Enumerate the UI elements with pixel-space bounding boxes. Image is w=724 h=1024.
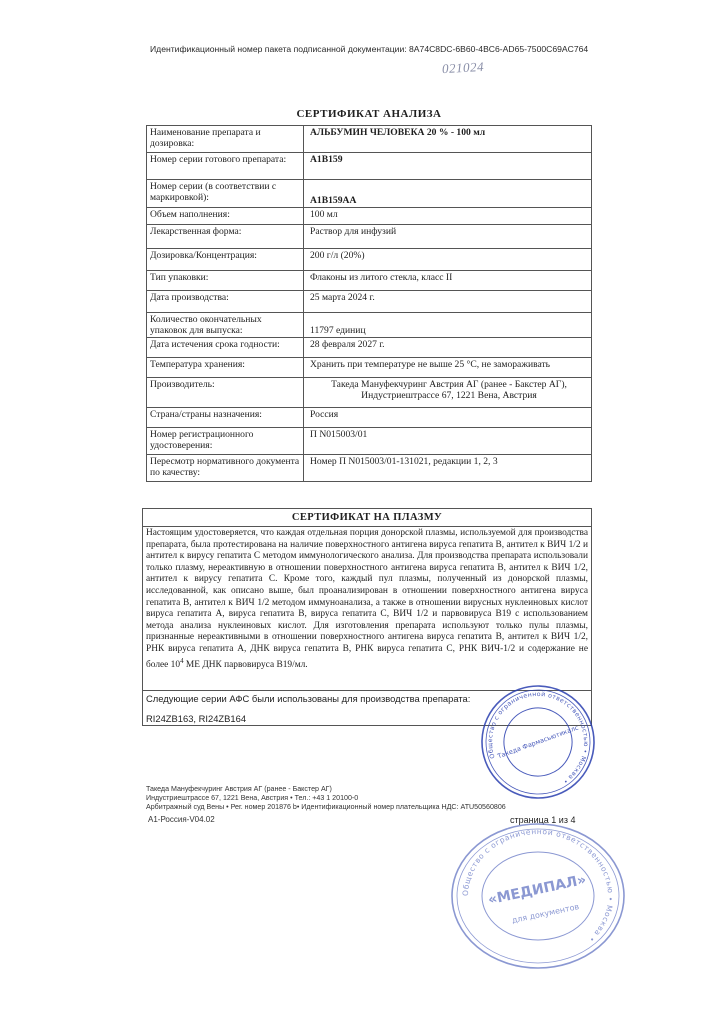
table-row — [147, 378, 592, 408]
table-row — [147, 408, 592, 428]
row-value: A1B159AA — [304, 180, 592, 208]
row-value: Такеда Мануфекчуринг Австрия АГ (ранее - Бакстер АГ), Индустриештрассе 67, 1221 Вена, Австрия — [304, 378, 592, 408]
row-value: Раствор для инфузий — [304, 225, 592, 249]
table-row — [147, 180, 592, 208]
row-label: Номер серии (в соответствии с маркировкой): — [147, 180, 304, 208]
row-label: Номер регистрационного удостоверения: — [147, 428, 304, 455]
row-label: Температура хранения: — [147, 358, 304, 378]
row-label: Количество окончательных упаковок для выпуска: — [147, 313, 304, 338]
table-row — [147, 225, 592, 249]
footer-line: Индустриештрассе 67, 1221 Вена, Австрия • Тел.: +43 1 20100-0 — [146, 794, 359, 802]
table-row — [147, 358, 592, 378]
api-series-label: Следующие серии АФС были использованы для производства препарата: — [146, 693, 471, 704]
divider — [142, 526, 592, 527]
table-row — [147, 428, 592, 455]
table-row — [147, 313, 592, 338]
plasma-text-main: Настоящим удостоверяется, что каждая отдельная порция донорской плазмы, используемой для производства препарата, была протестирована на наличие поверхностного антигена вируса гепатита В, антител к ВИЧ 1/2 и антител к вирусу гепатита С методом иммунологического анализа. Для производства препарата использовали только плазму, нереактивную в отношении поверхностного антигена вируса гепатита В, антител к ВИЧ 1/2, антител к вирусу гепатита С. Кроме того, каждый пул плазмы, полученный из донорской плазмы, исследованной, как описано выше, был проанализирован в отношении поверхностного антигена вируса гепатита В, антител к ВИЧ 1/2 методом иммуноанализа, а также в отношении вирусных нуклеиновых кислот вируса гепатита А, вируса гепатита В, вируса гепатита С, ВИЧ 1/2 и парвовируса В19 с использованием метода анализа нуклеиновых кислот. Для изготовления препарата используют только пулы плазмы, признанные нереактивными в отношении поверхностного антигена вируса гепатита В, антител к ВИЧ 1/2, РНК вируса гепатита А, ДНК вируса гепатита В, РНК вируса гепатита С, РНК ВИЧ-1/2 и содержание не более 10 — [146, 528, 588, 670]
row-value: A1B159 — [304, 153, 592, 180]
table-row — [147, 271, 592, 291]
row-value: П N015003/01 — [304, 428, 592, 455]
page-number: страница 1 из 4 — [510, 815, 576, 825]
row-label: Наименование препарата и дозировка: — [147, 126, 304, 153]
row-value: Номер П N015003/01-131021, редакции 1, 2, 3 — [304, 455, 592, 482]
table-row — [147, 153, 592, 180]
api-series-values: RI24ZB163, RI24ZB164 — [146, 713, 247, 724]
row-label: Объем наполнения: — [147, 208, 304, 225]
row-value: 28 февраля 2027 г. — [304, 338, 592, 358]
plasma-certificate-text — [146, 528, 588, 671]
medipal-stamp-ring-text: Общество с ограниченной ответственностью • Москва • — [460, 826, 616, 945]
row-value: Флаконы из литого стекла, класс II — [304, 271, 592, 291]
row-label: Лекарственная форма: — [147, 225, 304, 249]
medipal-stamp-name: «МЕДИПАЛ» — [486, 871, 588, 909]
form-code: A1-Россия-V04.02 — [148, 815, 215, 824]
table-row — [147, 249, 592, 271]
row-value: 25 марта 2024 г. — [304, 291, 592, 313]
certificate-title: СЕРТИФИКАТ АНАЛИЗА — [296, 108, 442, 120]
footer-line: Арбитражный суд Вены • Рег. номер 201876 b• Идентификационный номер плательщика НДС: ATU50560806 — [146, 803, 506, 811]
table-row — [147, 208, 592, 225]
certificate-table — [146, 125, 592, 482]
medipal-stamp — [448, 822, 628, 970]
row-value: 11797 единиц — [304, 313, 592, 338]
table-row — [147, 126, 592, 153]
row-label: Дозировка/Концентрация: — [147, 249, 304, 271]
table-row — [147, 291, 592, 313]
row-label: Пересмотр нормативного документа по качеству: — [147, 455, 304, 482]
company-stamp-ring-text: Общество с ограниченной ответственностью • Москва • — [486, 690, 590, 786]
company-stamp-name: Такеда Фармасьютикалс — [496, 723, 580, 761]
row-label: Производитель: — [147, 378, 304, 408]
plasma-certificate-title: СЕРТИФИКАТ НА ПЛАЗМУ — [291, 512, 443, 523]
row-label: Дата истечения срока годности: — [147, 338, 304, 358]
row-value: АЛЬБУМИН ЧЕЛОВЕКА 20 % - 100 мл — [304, 126, 592, 153]
row-label: Страна/страны назначения: — [147, 408, 304, 428]
row-value: Хранить при температуре не выше 25 °С, не замораживать — [304, 358, 592, 378]
row-label: Номер серии готового препарата: — [147, 153, 304, 180]
table-row — [147, 455, 592, 482]
row-value: Россия — [304, 408, 592, 428]
row-value: 100 мл — [304, 208, 592, 225]
row-value: 200 г/л (20%) — [304, 249, 592, 271]
company-stamp — [478, 682, 598, 802]
medipal-stamp-sub: для документов — [511, 902, 580, 926]
table-row — [147, 338, 592, 358]
plasma-text-end: МЕ ДНК парвовируса В19/мл. — [183, 659, 308, 670]
footer-line: Такеда Мануфекчуринг Австрия АГ (ранее - Бакстер АГ) — [146, 785, 332, 793]
row-label: Дата производства: — [147, 291, 304, 313]
footer-company-info — [146, 785, 506, 812]
package-id-line: Идентификационный номер пакета подписанной документации: 8A74C8DC-6B60-4BC6-AD65-7500C69AC764 — [150, 44, 589, 54]
row-label: Тип упаковки: — [147, 271, 304, 291]
handwritten-note: 021024 — [441, 58, 485, 77]
plasma-text-exponent: 4 — [180, 656, 184, 665]
